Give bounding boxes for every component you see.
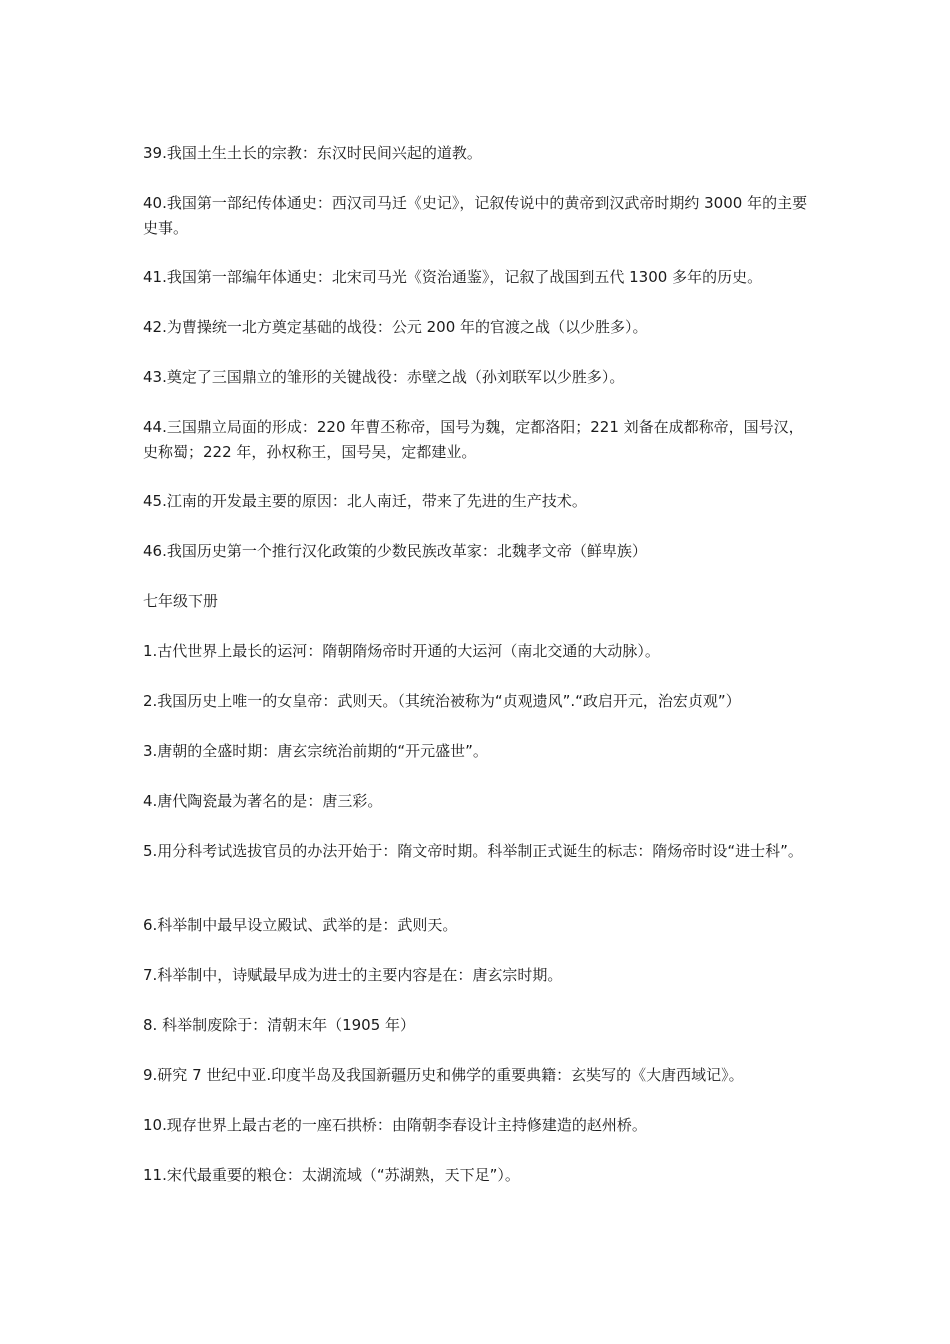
paragraph-11: 11.宋代最重要的粮仓：太湖流域（“苏湖熟，天下足”）。 bbox=[143, 1166, 520, 1184]
paragraph-3: 3.唐朝的全盛时期：唐玄宗统治前期的“开元盛世”。 bbox=[143, 742, 488, 760]
paragraph-43: 43.奠定了三国鼎立的雏形的关键战役：赤壁之战（孙刘联军以少胜多）。 bbox=[143, 368, 625, 386]
section-heading: 七年级下册 bbox=[143, 592, 219, 610]
paragraph-46: 46.我国历史第一个推行汉化政策的少数民族改革家：北魏孝文帝（鲜卑族） bbox=[143, 542, 647, 560]
paragraph-39: 39.我国土生土长的宗教：东汉时民间兴起的道教。 bbox=[143, 144, 482, 162]
paragraph-7: 7.科举制中，诗赋最早成为进士的主要内容是在：唐玄宗时期。 bbox=[143, 966, 563, 984]
paragraph-4: 4.唐代陶瓷最为著名的是：唐三彩。 bbox=[143, 792, 383, 810]
paragraph-1: 1.古代世界上最长的运河：隋朝隋炀帝时开通的大运河（南北交通的大动脉）。 bbox=[143, 642, 660, 660]
paragraph-10: 10.现存世界上最古老的一座石拱桥：由隋朝李春设计主持修建造的赵州桥。 bbox=[143, 1116, 647, 1134]
paragraph-9: 9.研究 7 世纪中亚.印度半岛及我国新疆历史和佛学的重要典籍：玄奘写的《大唐西域记》。 bbox=[143, 1066, 744, 1084]
paragraph-41: 41.我国第一部编年体通史：北宋司马光《资治通鉴》，记叙了战国到五代 1300 多年的历史。 bbox=[143, 268, 763, 286]
paragraph-44: 44.三国鼎立局面的形成：220 年曹丕称帝，国号为魏，定都洛阳；221 刘备在成都称帝，国号汉，史称蜀；222 年，孙权称王，国号吴，定都建业。 bbox=[143, 418, 804, 461]
paragraph-5: 5.用分科考试选拔官员的办法开始于：隋文帝时期。科举制正式诞生的标志：隋炀帝时设“进士科”。 bbox=[143, 842, 803, 860]
paragraph-45: 45.江南的开发最主要的原因：北人南迁，带来了先进的生产技术。 bbox=[143, 492, 587, 510]
paragraph-8: 8. 科举制废除于：清朝末年（1905 年） bbox=[143, 1016, 416, 1034]
paragraph-42: 42.为曹操统一北方奠定基础的战役：公元 200 年的官渡之战（以少胜多）。 bbox=[143, 318, 648, 336]
paragraph-40: 40.我国第一部纪传体通史：西汉司马迁《史记》，记叙传说中的黄帝到汉武帝时期约 3000 年的主要史事。 bbox=[143, 194, 808, 237]
paragraph-6: 6.科举制中最早设立殿试、武举的是：武则天。 bbox=[143, 916, 458, 934]
paragraph-2: 2.我国历史上唯一的女皇帝：武则天。（其统治被称为“贞观遗风”.“政启开元，治宏贞观”） bbox=[143, 692, 741, 710]
